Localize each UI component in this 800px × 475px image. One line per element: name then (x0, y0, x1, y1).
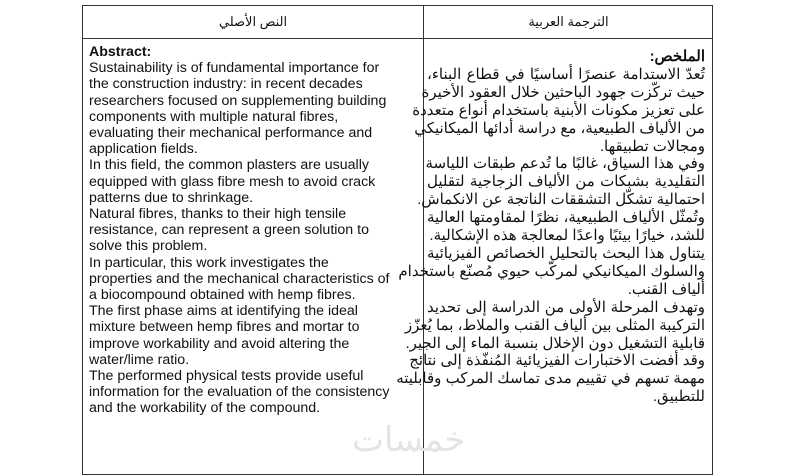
text-line: التركيبة المثلى بين ألياف القنب والملاط، بما يُعزّز (404, 316, 705, 334)
text-line: solve this problem. (89, 238, 208, 255)
text-line: In this field, the common plasters are usually (89, 157, 369, 174)
abstract-title: Abstract: (89, 44, 152, 60)
text-line: وقد أفضت الاختبارات الفيزيائية المُنفّذة إلى نتائج (409, 352, 705, 370)
column-divider (423, 6, 424, 474)
text-line: properties and the mechanical characteristics of (89, 270, 390, 287)
watermark-logo: خمسات (352, 421, 466, 459)
header-original-text: النص الأصلي (218, 14, 288, 29)
text-line: equipped with glass fibre mesh to avoid crack (89, 173, 376, 190)
text-line: يتناول هذا البحث بالتحليل الخصائص الفيزيائية (427, 244, 705, 262)
text-line: researchers focused on supplementing building (89, 92, 387, 109)
table-header-row (83, 6, 712, 39)
header-arabic-translation: الترجمة العربية (528, 14, 609, 29)
text-line: resistance, can represent a green solution to (89, 222, 369, 239)
text-line: للتطبيق. (652, 388, 705, 406)
text-line: a biocompound obtained with hemp fibres. (89, 287, 356, 304)
text-line: قابلية التشغيل دون الإخلال بنسبة الماء إلى الجير. (405, 334, 705, 352)
text-line: components with multiple natural fibres, (89, 108, 339, 125)
arabic-abstract-title: الملخص: (649, 48, 705, 65)
text-line: والسلوك الميكانيكي لمركّب حيوي مُصنّع باستخدام (398, 262, 705, 280)
translation-table (82, 5, 713, 475)
text-line: In particular, this work investigates the (89, 254, 329, 271)
text-line: للشد، خيارًا بيئيًا واعدًا لمعالجة هذه الإشكالية. (429, 227, 705, 245)
text-line: mixture between hemp fibres and mortar to (89, 319, 360, 336)
original-text-cell (89, 44, 421, 417)
text-line: وتُمثّل الألياف الطبيعية، نظرًا لمقاومتها العالية (427, 209, 705, 227)
text-line: حيث تركّزت جهود الباحثين خلال العقود الأخيرة (421, 83, 705, 101)
text-line: The performed physical tests provide useful (89, 368, 364, 385)
text-line: ألياف القنب. (627, 280, 705, 298)
text-line: وفي هذا السياق، غالبًا ما تُدعم طبقات اللياسة (425, 155, 705, 173)
text-line: من الألياف الطبيعية، مع دراسة أدائها الميكانيكي (414, 119, 705, 137)
text-line: وتهدف المرحلة الأولى من الدراسة إلى تحديد (427, 298, 705, 316)
text-line: مهمة تسهم في تقييم مدى تماسك المركب وقابليته (396, 370, 705, 388)
text-line: Sustainability is of fundamental importance for (89, 60, 380, 77)
text-line: التقليدية بشبكات من الألياف الزجاجية لتقليل (427, 173, 705, 191)
arabic-translation-cell (396, 48, 705, 406)
text-line: ومجالات تطبيقها. (599, 137, 705, 155)
text-line: احتمالية تشكّل التشققات الناتجة عن الانكماش. (417, 191, 705, 209)
text-line: and the workability of the compound. (89, 400, 321, 417)
text-line: improve workability and avoid altering the (89, 335, 350, 352)
text-line: The first phase aims at identifying the ideal (89, 303, 358, 320)
text-line: على تعزيز مكونات الأبنية باستخدام أنواع متعددة (412, 101, 705, 119)
text-line: water/lime ratio. (89, 351, 190, 368)
text-line: تُعدّ الاستدامة عنصرًا أساسيًا في قطاع البناء، (427, 65, 705, 83)
text-line: application fields. (89, 141, 198, 158)
text-line: information for the evaluation of the consistency (89, 384, 390, 401)
text-line: patterns due to shrinkage. (89, 189, 254, 206)
text-line: evaluating their mechanical performance and (89, 125, 373, 142)
text-line: the construction industry: in recent decades (89, 76, 363, 93)
text-line: Natural fibres, thanks to their high tensile (89, 206, 347, 223)
